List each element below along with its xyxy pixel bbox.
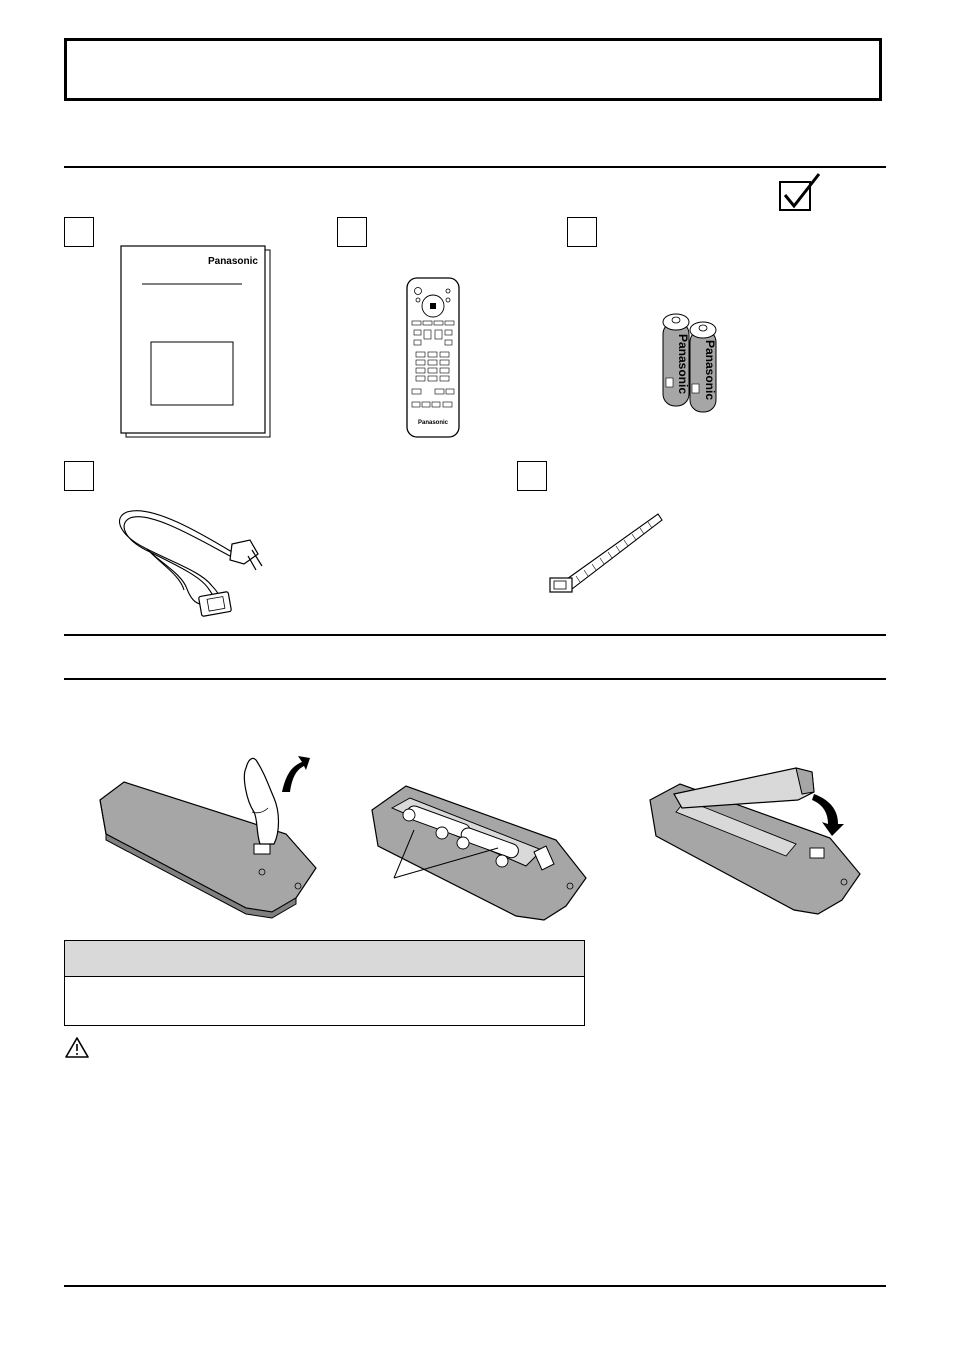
manual-illustration [118,244,274,440]
section-rule-accessories [64,166,886,168]
battery-left-brand: Panasonic [676,334,690,395]
ac-cord-illustration [112,494,274,626]
section-rule-options [64,634,886,636]
item-number-box-manual [64,217,94,247]
item-number-box-power-cord [64,461,94,491]
note-table [64,940,585,1026]
batteries-illustration [654,308,734,414]
note-table-header [65,941,584,977]
remote-brand: Panasonic [417,420,449,426]
battery-right-brand: Panasonic [703,340,717,401]
footer-rule [64,1285,886,1287]
item-number-box-batteries [567,217,597,247]
section-rule-batteries [64,678,886,680]
step1-open-cover-illustration [96,752,320,922]
step3-close-cover-illustration [646,764,866,922]
manual-brand: Panasonic [207,256,258,267]
page-title-frame [64,38,882,101]
item-number-box-clamper [517,461,547,491]
battery-left [663,314,690,406]
checkmark-icon [779,170,829,214]
step2-insert-batteries-illustration [366,782,590,924]
remote-illustration [402,274,464,440]
battery-right [690,322,717,412]
item-number-box-remote [337,217,367,247]
clamper-illustration [546,506,670,600]
caution-icon [64,1036,90,1060]
